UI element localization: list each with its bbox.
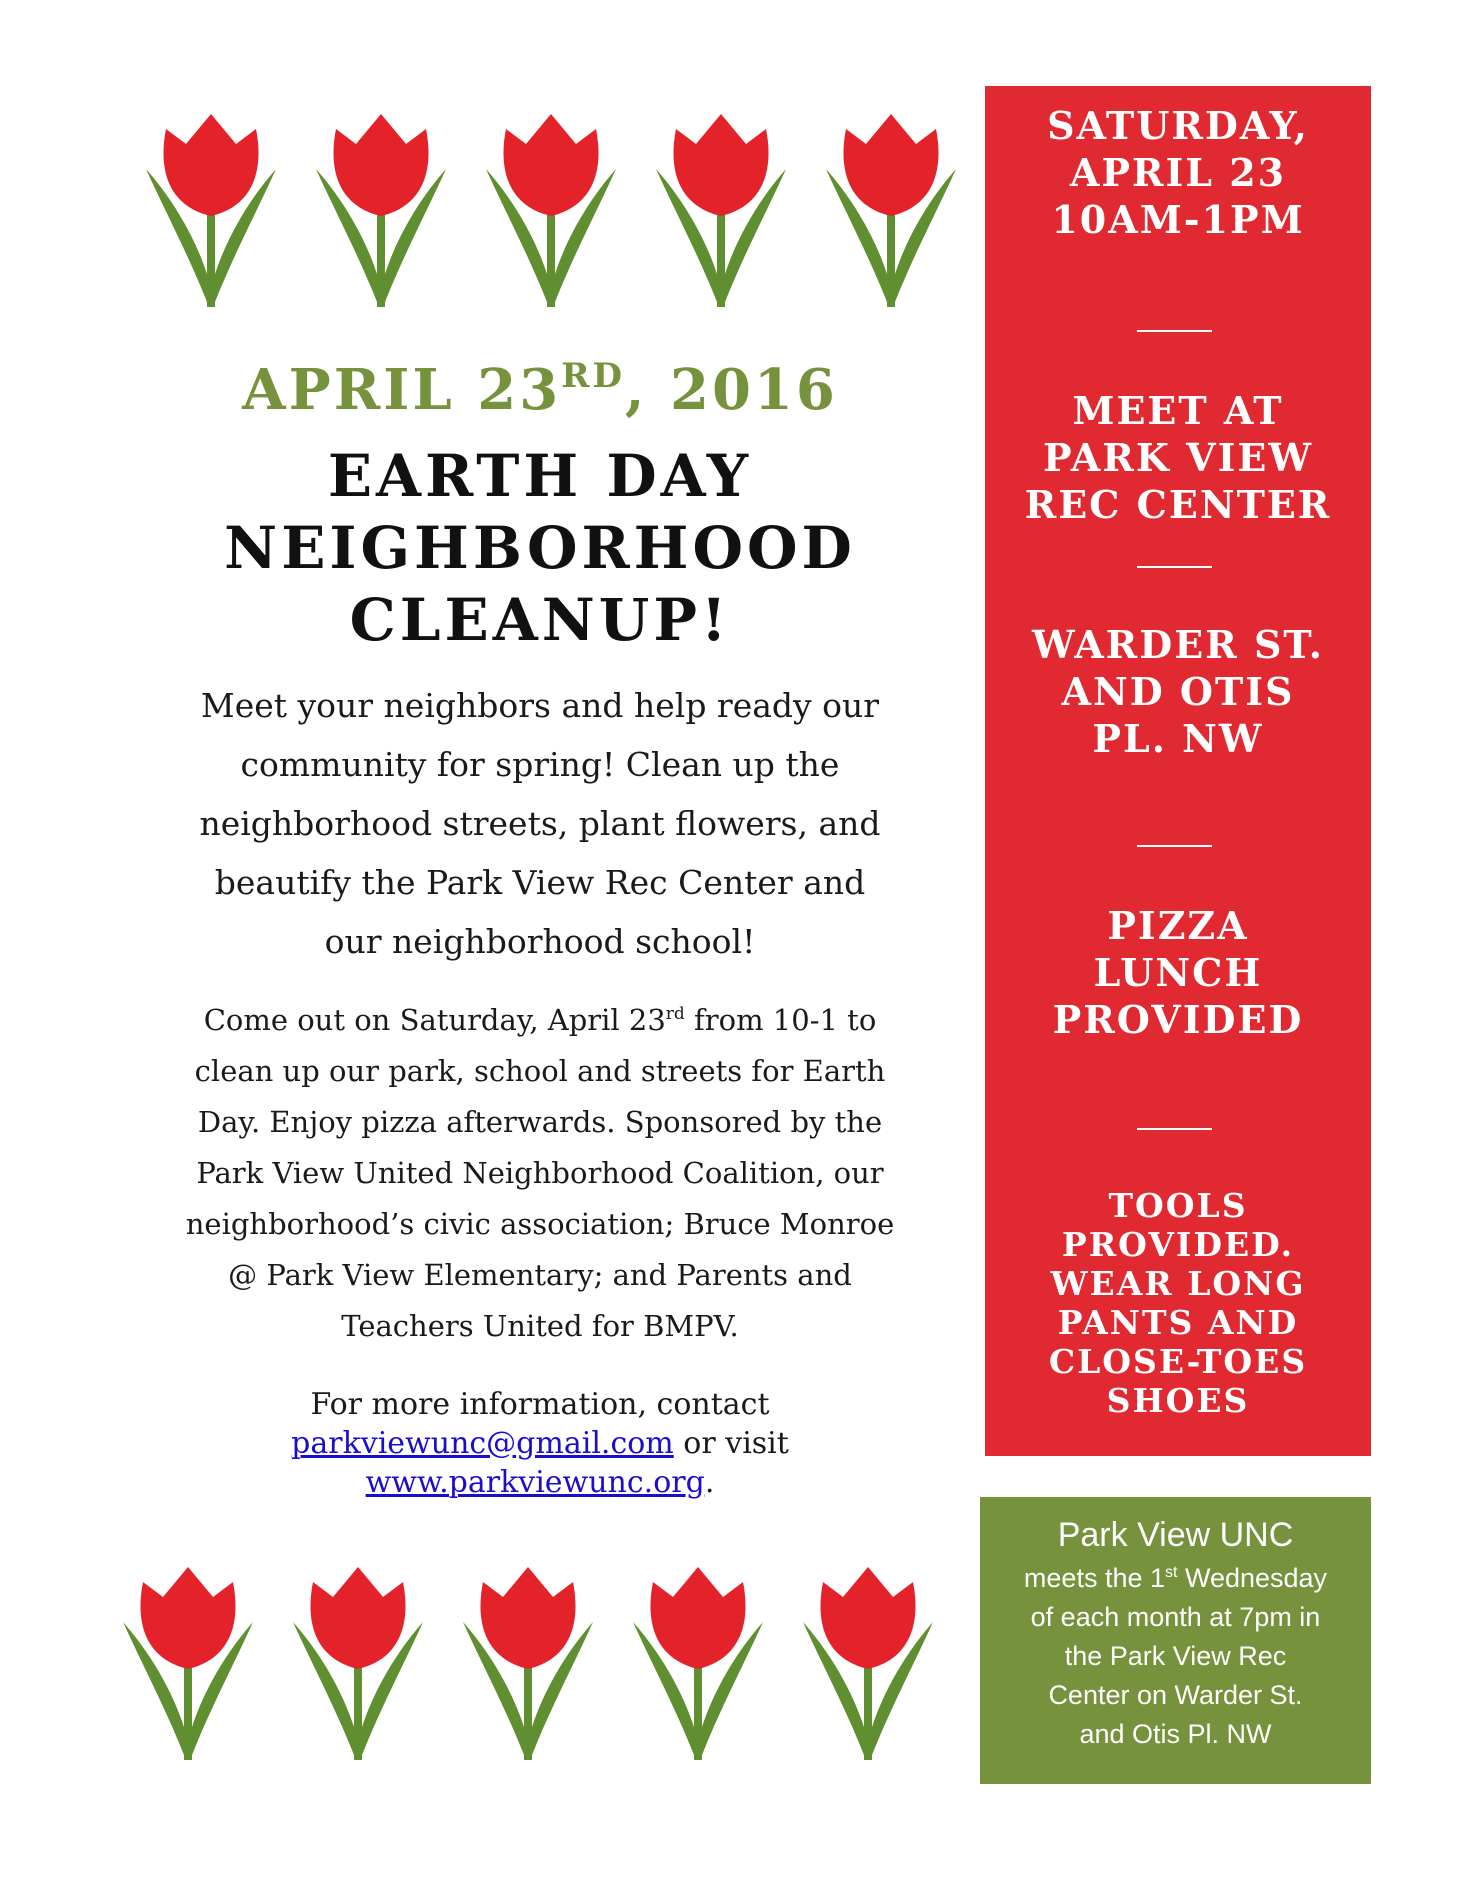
sidebar-divider bbox=[1137, 566, 1212, 568]
intro-line: Meet your neighbors and help ready our bbox=[200, 686, 880, 725]
tulip-icon bbox=[146, 114, 276, 309]
sidebar-tools-line: CLOSE-TOES bbox=[1048, 1342, 1308, 1381]
intro-line: our neighborhood school! bbox=[324, 922, 756, 961]
sidebar-divider bbox=[1137, 330, 1212, 332]
sidebar-divider bbox=[1137, 845, 1212, 847]
tulip-icon bbox=[803, 1567, 933, 1762]
meeting-box-line bbox=[980, 1559, 1371, 1598]
or-visit-text: or visit bbox=[673, 1426, 789, 1461]
sidebar-meet-line: MEET AT bbox=[1072, 388, 1284, 433]
tulip-icon bbox=[463, 1567, 593, 1762]
sidebar-tools-line: TOOLS bbox=[1108, 1186, 1248, 1225]
sidebar-tools bbox=[985, 1186, 1371, 1420]
details-line: Park View United Neighborhood Coalition, our bbox=[196, 1156, 884, 1190]
tulip-icon bbox=[656, 114, 786, 309]
event-title bbox=[130, 440, 950, 656]
sidebar-pizza-line: PROVIDED bbox=[1052, 997, 1304, 1042]
meeting-box-line: Center on Warder St. bbox=[1048, 1680, 1303, 1710]
event-info-sidebar bbox=[985, 86, 1371, 1456]
sidebar-when-line: SATURDAY, bbox=[1047, 103, 1309, 148]
tulip-row-bottom bbox=[123, 1567, 933, 1762]
intro-paragraph bbox=[140, 676, 940, 971]
meeting-box-title: Park View UNC bbox=[1057, 1516, 1294, 1554]
meeting-box-line: of each month at 7pm in bbox=[1030, 1602, 1321, 1632]
details-line bbox=[140, 995, 940, 1046]
meeting-box-body bbox=[980, 1559, 1371, 1754]
details-line: neighborhood’s civic association; Bruce Monroe bbox=[185, 1207, 895, 1241]
meeting-line1-sup: st bbox=[1165, 1564, 1178, 1581]
sidebar-tools-line: PROVIDED. bbox=[1061, 1225, 1295, 1264]
sidebar-meet-line: PARK VIEW bbox=[1042, 435, 1314, 480]
tulip-row-top bbox=[146, 114, 956, 309]
meeting-line1-end: Wednesday bbox=[1177, 1563, 1328, 1593]
title-line-2: NEIGHBORHOOD bbox=[224, 514, 856, 582]
email-link[interactable]: parkviewunc@gmail.com bbox=[291, 1426, 674, 1461]
tulip-icon bbox=[316, 114, 446, 309]
contact-info bbox=[140, 1385, 940, 1502]
date-year: , 2016 bbox=[624, 357, 838, 423]
sidebar-pizza bbox=[985, 902, 1371, 1043]
sidebar-divider bbox=[1137, 1128, 1212, 1130]
details-line: @ Park View Elementary; and Parents and bbox=[228, 1258, 852, 1292]
intro-line: beautify the Park View Rec Center and bbox=[214, 863, 866, 902]
sidebar-when-line: APRIL 23 bbox=[1069, 150, 1287, 195]
sidebar-when bbox=[985, 102, 1371, 243]
sidebar-address-line: AND OTIS bbox=[1061, 669, 1295, 714]
sidebar-pizza-line: LUNCH bbox=[1093, 950, 1263, 995]
sidebar-tools-line: SHOES bbox=[1106, 1381, 1250, 1420]
meeting-box-line: and Otis Pl. NW bbox=[1079, 1719, 1272, 1749]
sidebar-when-line: 10AM-1PM bbox=[1051, 197, 1305, 242]
date-suffix: RD bbox=[561, 356, 625, 396]
period-text: . bbox=[704, 1465, 715, 1500]
contact-line bbox=[140, 1424, 940, 1463]
details-line1-sup: rd bbox=[665, 1004, 685, 1024]
tulip-icon bbox=[123, 1567, 253, 1762]
intro-line: community for spring! Clean up the bbox=[240, 745, 840, 784]
tulip-icon bbox=[826, 114, 956, 309]
details-line: Teachers United for BMPV. bbox=[341, 1309, 739, 1343]
date-main: APRIL 23 bbox=[242, 357, 562, 423]
details-line1-end: from 10-1 to bbox=[684, 1003, 877, 1037]
sidebar-address-line: WARDER ST. bbox=[1031, 622, 1325, 667]
sidebar-pizza-line: PIZZA bbox=[1107, 903, 1249, 948]
sidebar-tools-line: PANTS AND bbox=[1057, 1303, 1299, 1342]
sidebar-meet-line: REC CENTER bbox=[1024, 482, 1332, 527]
tulip-icon bbox=[293, 1567, 423, 1762]
meeting-info-box bbox=[980, 1497, 1371, 1784]
tulip-icon bbox=[486, 114, 616, 309]
intro-line: neighborhood streets, plant flowers, and bbox=[199, 804, 881, 843]
sidebar-address-line: PL. NW bbox=[1092, 716, 1264, 761]
contact-line: For more information, contact bbox=[310, 1387, 770, 1422]
meeting-line1-start: meets the 1 bbox=[1023, 1563, 1165, 1593]
sidebar-meet bbox=[985, 387, 1371, 528]
details-line: clean up our park, school and streets for Earth bbox=[194, 1054, 886, 1088]
details-line1-start: Come out on Saturday, April 23 bbox=[203, 1003, 666, 1037]
website-link[interactable]: www.parkviewunc.org bbox=[365, 1465, 705, 1500]
meeting-box-line: the Park View Rec bbox=[1064, 1641, 1287, 1671]
details-paragraph bbox=[140, 995, 940, 1352]
title-line-1: EARTH DAY bbox=[327, 442, 753, 510]
tulip-icon bbox=[633, 1567, 763, 1762]
title-line-3: CLEANUP! bbox=[349, 586, 731, 654]
sidebar-tools-line: WEAR LONG bbox=[1050, 1264, 1306, 1303]
event-date-heading bbox=[130, 358, 950, 422]
contact-line bbox=[140, 1463, 940, 1502]
sidebar-address bbox=[985, 621, 1371, 762]
details-line: Day. Enjoy pizza afterwards. Sponsored by the bbox=[197, 1105, 883, 1139]
